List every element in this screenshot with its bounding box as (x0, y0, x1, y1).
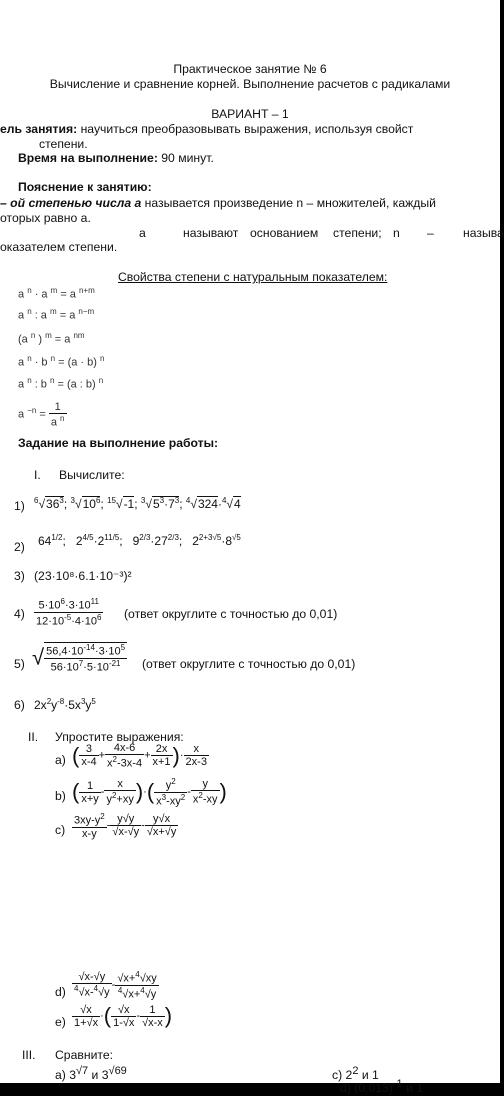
goal-cont: степени. (39, 137, 88, 151)
item-5-note: (ответ округлите с точностью до 0,01) (142, 657, 356, 671)
explanation-def: называется произведение n – множителей, каждый (141, 196, 436, 210)
item-a-expr: ( $\frac{3}{x-4}$ + $\frac{4x-6}{x^2-3x-4}$ + $\frac{2x}{x+1}$ )· $\frac{x}{2x-3}$ (72, 742, 207, 770)
variant-title: ВАРИАНТ – 1 (211, 107, 289, 121)
item-e-label: e) (55, 1015, 66, 1029)
task-heading: Задание на выполнение работы: (18, 436, 219, 450)
word-base: основанием (250, 226, 319, 240)
section-1-title: Вычислите: (59, 468, 125, 482)
item-5-num: 5) (14, 657, 25, 671)
item-4-expr: $\frac{5\cdot 10^6\cdot 3\cdot 10^{11}}{12\cdot 10^{-5}\cdot 4\cdot 10^6}$ (36, 597, 102, 628)
word-a: а (139, 226, 146, 240)
section-1-num: I. (34, 468, 41, 482)
section-3-title: Сравните: (55, 1048, 113, 1062)
goal-text: научиться преобразовывать выражения, используя свойст (77, 122, 414, 136)
compare-c-left: c) 2 (332, 1068, 353, 1083)
item-1-num: 1) (14, 499, 25, 513)
word-dash: – (427, 226, 434, 240)
header-line1: Практическое занятие № 6 (173, 62, 327, 76)
compare-c: c) $2^2$ и 1 (332, 1065, 379, 1083)
compare-a: а) $3^{√7}$ и $3^{√69}$ (55, 1065, 127, 1083)
property-2: a $^n$ : a $^m$ = a $^{n-m}$ (18, 307, 95, 322)
item-3-expr: (23·10⁸·6.1·10⁻³)² (34, 569, 132, 583)
item-3-num: 3) (14, 569, 25, 583)
section-2-title: Упростите выражения: (55, 730, 184, 744)
word-degree: степени; (333, 226, 382, 240)
compare-d: d) $(0,013)^{-1}$ и 1 (340, 1078, 423, 1096)
goal-label: ель занятия: (0, 122, 78, 136)
item-c-label: c) (55, 823, 66, 837)
goal-line (0, 122, 413, 137)
explanation-line2: оторых равно а. (0, 211, 91, 225)
item-c-expr: $\frac{3xy-y^2}{x-y}$ - $\frac{y√y}{√x-√y}$ - $\frac{y√x}{√x+√y}$ (74, 812, 177, 840)
properties-title: Свойства степени с натуральным показателем: (118, 270, 388, 284)
item-4-num: 4) (14, 607, 25, 621)
item-e-expr: $\frac{√x}{1+√x}$ ·( $\frac{√x}{1-√x}$ - $\frac{1}{√x-x}$ ) (74, 1003, 173, 1029)
property-6: a $^{-n}$ = $\frac{1}{a ^n}$ (18, 401, 65, 429)
compare-d-left: d) (0,013) (340, 1081, 393, 1096)
header-line2: Вычисление и сравнение корней. Выполнение расчетов с радикалами (49, 77, 451, 91)
compare-a-left: а) 3 (55, 1068, 77, 1083)
time-value: 90 минут. (157, 151, 214, 165)
time-line (18, 151, 214, 166)
item-6-expr: $2x^2y^{-8}\cdot 5x^3y^5$ (34, 697, 96, 712)
compare-c-right: и 1 (358, 1068, 379, 1083)
time-label: Время на выполнение: (18, 151, 158, 165)
item-2-num: 2) (14, 540, 25, 554)
item-b-label: b) (55, 789, 66, 803)
word-called: называют (183, 226, 239, 240)
compare-d-right: и 1 (402, 1081, 423, 1096)
section-3-num: III. (22, 1048, 36, 1062)
property-1: a $^n$ · a $^m$ = a $^{n+m}$ (18, 286, 95, 301)
word-called2: называ (463, 226, 504, 240)
item-b-expr: ( $\frac{1}{x+y}$ - $\frac{x}{y^2+xy}$ )·( $\frac{y^2}{x^3-xy^2}$ - $\frac{y}{x^2-xy}$ ) (72, 777, 227, 808)
item-4-note: (ответ округлите с точностью до 0,01) (124, 607, 338, 621)
explanation-line4: оказателем степени. (0, 240, 118, 254)
property-5: a $^n$ : b $^n$ = (a : b) $^n$ (18, 376, 104, 391)
item-5-expr: √ $\frac{56,4\cdot 10^{-14}\cdot 3\cdot 10^5}{56\cdot 10^7\cdot 5\cdot 10^{-21}}$ (32, 643, 126, 674)
section-2-num: II. (28, 730, 39, 744)
property-4: a $^n$ · b $^n$ = (a · b) $^n$ (18, 354, 105, 369)
item-2-expr: $64^{1/2}$; $2^{4/5}\cdot 2^{11/5}$; $9^{2/3}\cdot 27^{2/3}$; $2^{2+3√5}\cdot 8^{√5}$ (38, 533, 241, 548)
item-d-expr: $\frac{√x-√y}{^4√x-^4√y}$ - $\frac{√x+^4√xy}{^4√x+^4√y}$ (74, 970, 157, 1001)
explanation-term: – ой степенью числа а (0, 196, 142, 210)
item-1-expr: $^6√36^3$; $^3√10^6$; $^{15}$√-1; $^3√5^3\cdot 7^3$; $^4$√324·$^4$√4 (34, 496, 241, 511)
word-n: n (393, 226, 400, 240)
property-3: (a $^n$ ) $^m$ = a $^{nm}$ (18, 331, 85, 346)
compare-a-mid: и 3 (88, 1068, 109, 1083)
explanation-heading: Пояснение к занятию: (18, 180, 152, 194)
item-d-label: d) (55, 985, 66, 999)
item-a-label: a) (55, 753, 66, 767)
explanation-line1 (0, 196, 436, 211)
item-6-num: 6) (14, 698, 25, 712)
